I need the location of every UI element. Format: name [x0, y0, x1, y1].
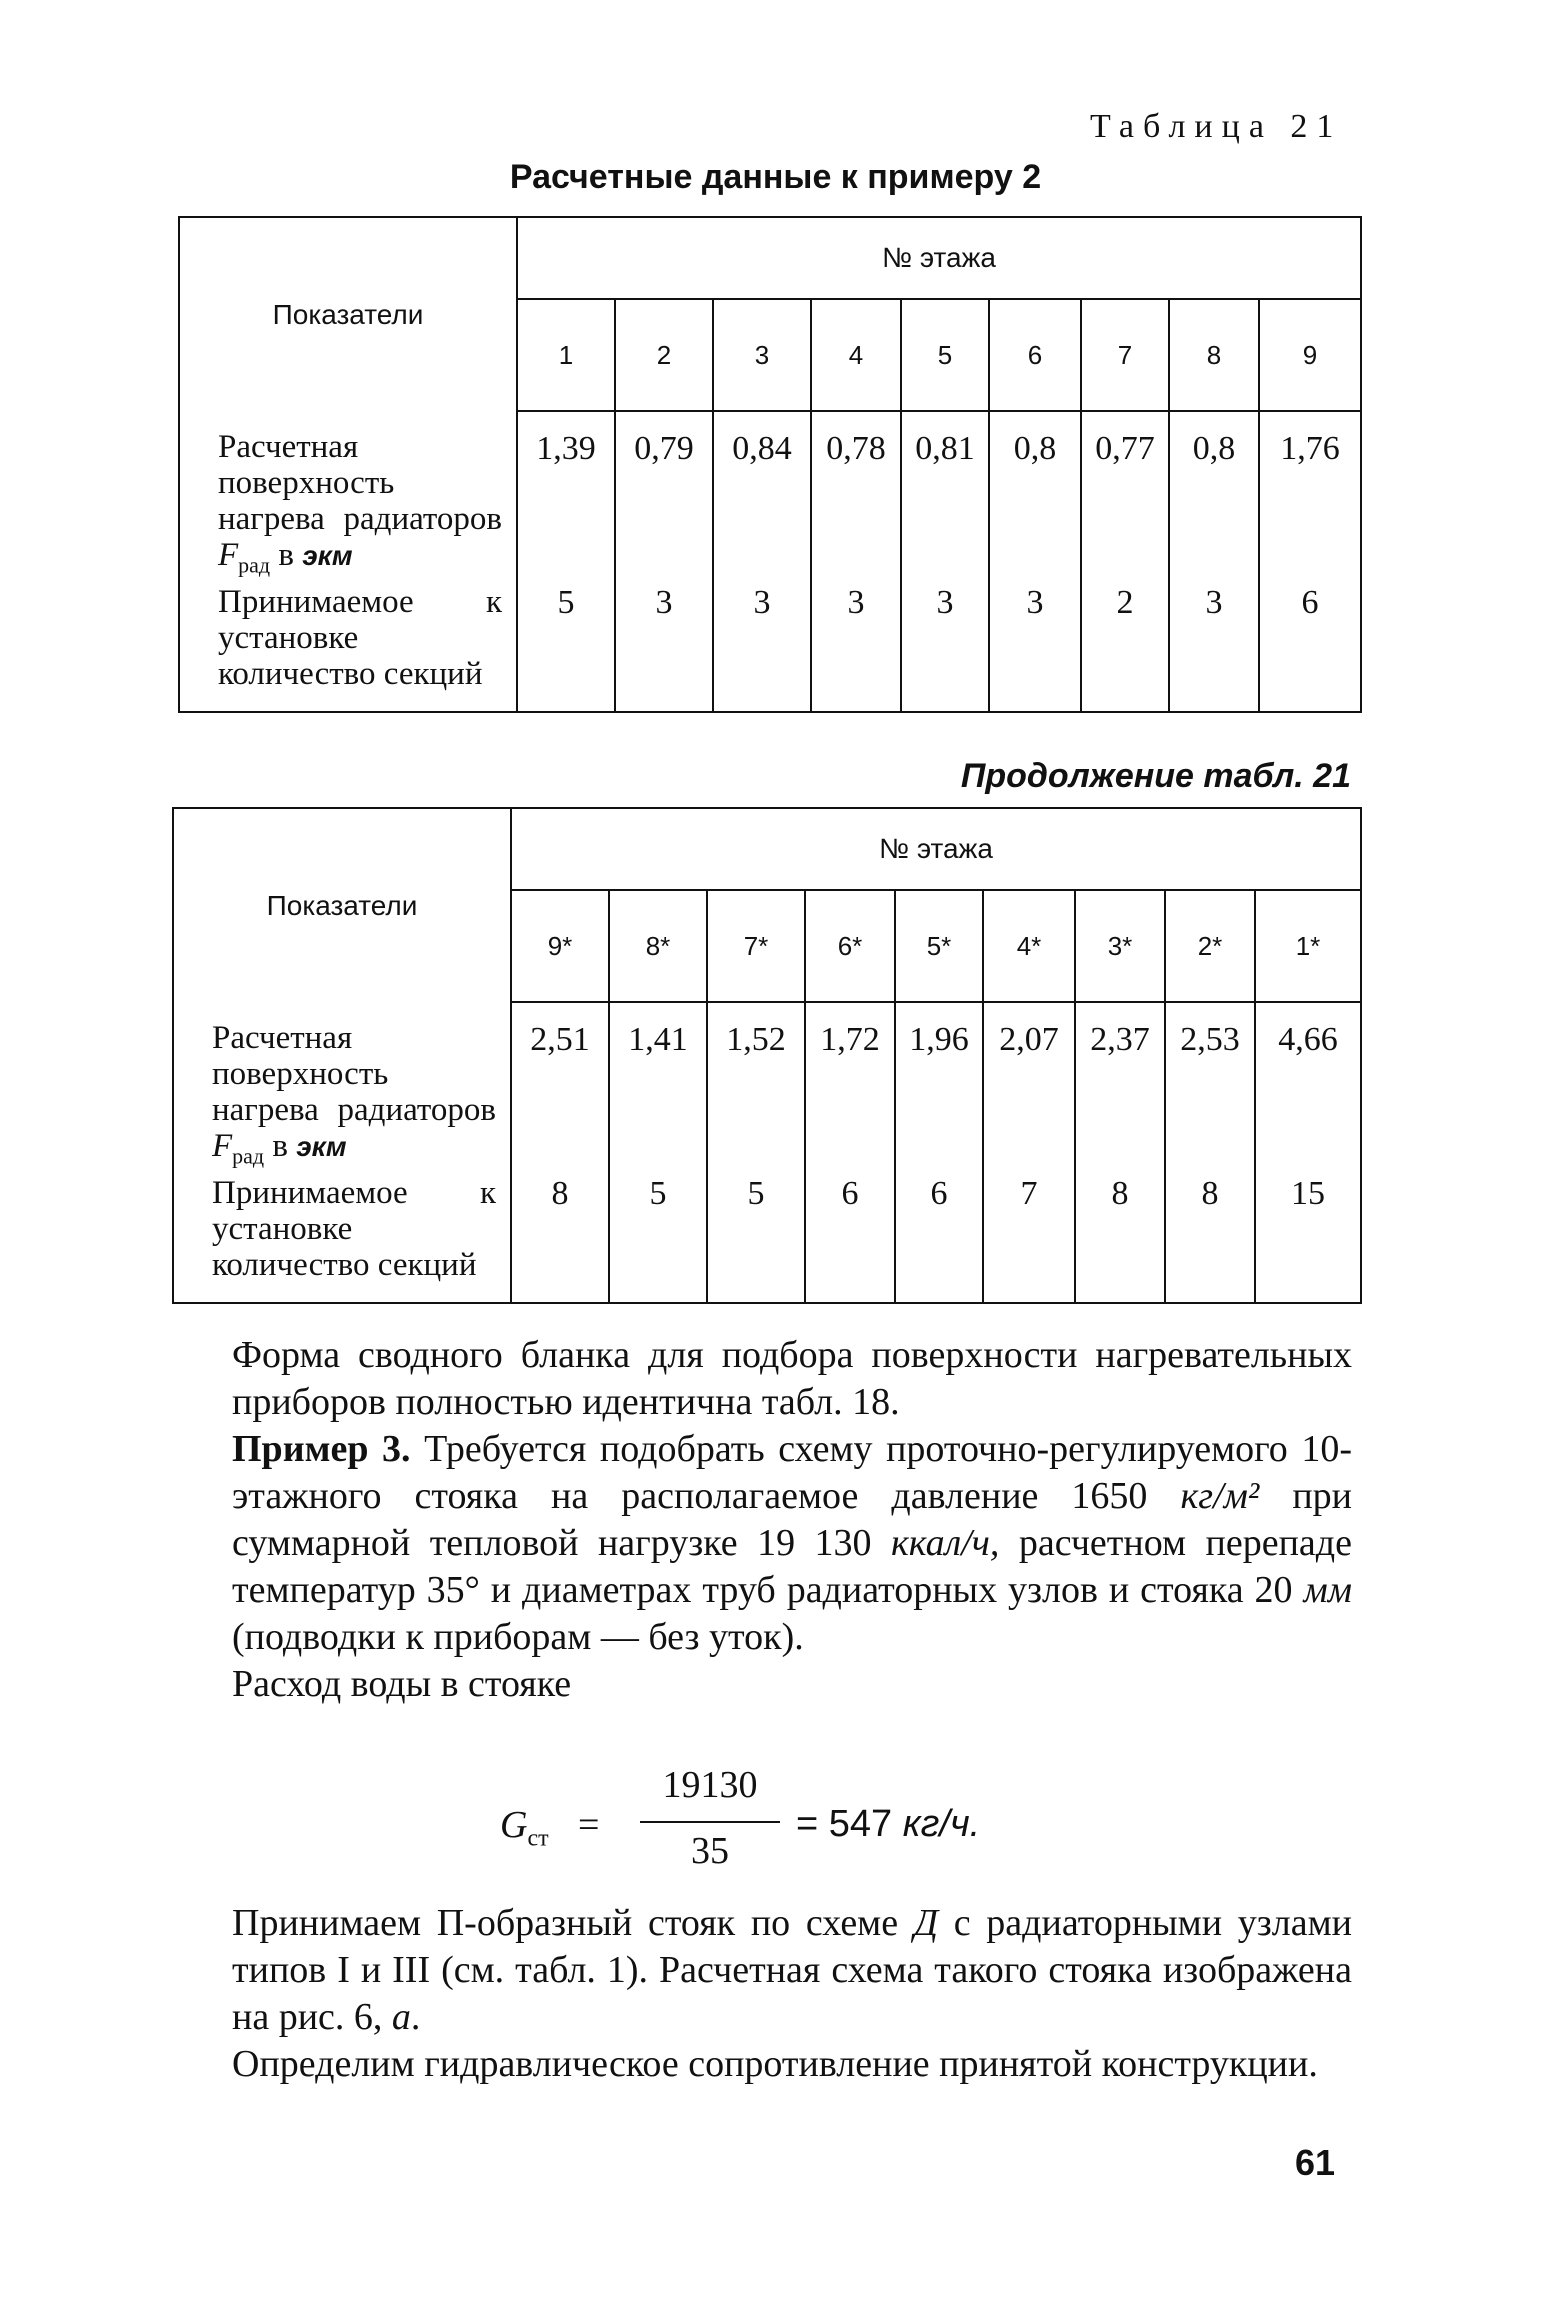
- floor-header: 8: [1169, 299, 1259, 411]
- floor-header: 3: [713, 299, 811, 411]
- paragraph: Принимаем П-образный стояк по схеме Д с радиаторными узлами типов I и III (см. табл. 1). Расчетная схема такого стояка изображена на рис. 6, а.: [232, 1902, 1352, 2038]
- table-cell: 3: [811, 584, 901, 712]
- floor-header: 2*: [1165, 890, 1255, 1002]
- row-label-sections: Принимаемое к установке количество секций: [173, 1175, 511, 1303]
- table-cell: 1,41: [609, 1002, 707, 1175]
- paragraph: Пример 3. Требуется подобрать схему проточно-регулируемого 10-этажного стояка на располагаемое давление 1650 кг/м² при суммарной тепловой нагрузке 19 130 ккал/ч, расчетном перепаде температур 35° и диаметрах труб радиаторных узлов и стояка 20 мм (подводки к приборам — без уток).: [232, 1428, 1353, 1658]
- formula-numerator: 19130: [662, 1764, 758, 1806]
- table-cell: 5: [517, 584, 615, 712]
- floor-header: 5: [901, 299, 989, 411]
- formula-equals: =: [578, 1804, 600, 1846]
- floor-header: 6*: [805, 890, 895, 1002]
- table-cell: 3: [713, 584, 811, 712]
- floor-header: 6: [989, 299, 1081, 411]
- floor-header: 7*: [707, 890, 805, 1002]
- table-cell: 1,39: [517, 411, 615, 584]
- formula-denominator: 35: [691, 1830, 729, 1872]
- floor-header: 1: [517, 299, 615, 411]
- continuation-label: Продолжение табл. 21: [960, 757, 1351, 795]
- body-text-block-1: [232, 1332, 1352, 1708]
- table-cell: 0,79: [615, 411, 713, 584]
- fraction-bar: [640, 1821, 780, 1823]
- row-label-sections: Принимаемое к установке количество секций: [179, 584, 517, 712]
- page-number: 61: [1295, 2142, 1336, 2183]
- paragraph: Форма сводного бланка для подбора поверхности нагревательных приборов полностью идентична табл. 18.: [232, 1334, 1352, 1423]
- table-cell: 1,72: [805, 1002, 895, 1175]
- floor-header: 7: [1081, 299, 1169, 411]
- table-cell: 8: [511, 1175, 609, 1303]
- header-floor-group: № этажа: [511, 808, 1361, 890]
- table-cell: 1,76: [1259, 411, 1361, 584]
- floor-header: 5*: [895, 890, 983, 1002]
- table-cell: 6: [895, 1175, 983, 1303]
- table-cell: 4,66: [1255, 1002, 1361, 1175]
- table-cell: 2,37: [1075, 1002, 1165, 1175]
- table-cell: 0,77: [1081, 411, 1169, 584]
- table-cell: 0,81: [901, 411, 989, 584]
- table-cell: 7: [983, 1175, 1075, 1303]
- table-cell: 8: [1075, 1175, 1165, 1303]
- table-cell: 2,53: [1165, 1002, 1255, 1175]
- floor-header: 3*: [1075, 890, 1165, 1002]
- data-table-floors-1-9: [178, 216, 1362, 713]
- row-label-surface: Расчетная поверхность нагрева радиаторов $F_{рад}$ в экм: [173, 1002, 511, 1175]
- table-row-surface: [173, 1002, 1361, 1175]
- table-cell: 15: [1255, 1175, 1361, 1303]
- table-row-surface: [179, 411, 1361, 584]
- table-cell: 6: [805, 1175, 895, 1303]
- table-cell: 6: [1259, 584, 1361, 712]
- table-title: Расчетные данные к примеру 2: [509, 158, 1042, 196]
- table-cell: 3: [989, 584, 1081, 712]
- floor-header: 4*: [983, 890, 1075, 1002]
- floor-header: 8*: [609, 890, 707, 1002]
- table-cell: 5: [707, 1175, 805, 1303]
- formula-result: = 547 кг/ч.: [796, 1803, 981, 1845]
- table-row-sections: [179, 584, 1361, 712]
- table-cell: 0,78: [811, 411, 901, 584]
- data-table-floors-9-1: [172, 807, 1362, 1304]
- table-cell: 2: [1081, 584, 1169, 712]
- paragraph: Определим гидравлическое сопротивление принятой конструкции.: [232, 2043, 1318, 2085]
- table-cell: 3: [1169, 584, 1259, 712]
- paragraph: Расход воды в стояке: [232, 1663, 572, 1705]
- formula-symbol: $G_{ст}$: [500, 1804, 549, 1852]
- body-text-block-2: [232, 1900, 1352, 2088]
- table-cell: 2,07: [983, 1002, 1075, 1175]
- header-floor-group: № этажа: [517, 217, 1361, 299]
- table-cell: 2,51: [511, 1002, 609, 1175]
- table-cell: 3: [615, 584, 713, 712]
- table-number-label: Таблица 21: [1090, 108, 1343, 145]
- floor-header: 9*: [511, 890, 609, 1002]
- header-indicators: Показатели: [173, 808, 511, 1002]
- table-cell: 8: [1165, 1175, 1255, 1303]
- table-cell: 1,52: [707, 1002, 805, 1175]
- floor-header: 9: [1259, 299, 1361, 411]
- row-label-surface: Расчетная поверхность нагрева радиаторов $F_{рад}$ в экм: [179, 411, 517, 584]
- table-cell: 5: [609, 1175, 707, 1303]
- table-cell: 1,96: [895, 1002, 983, 1175]
- floor-header: 1*: [1255, 890, 1361, 1002]
- flow-formula: [500, 1764, 1100, 1891]
- table-cell: 0,8: [989, 411, 1081, 584]
- table-cell: 0,84: [713, 411, 811, 584]
- floor-header: 4: [811, 299, 901, 411]
- table-cell: 3: [901, 584, 989, 712]
- header-indicators: Показатели: [179, 217, 517, 411]
- floor-header: 2: [615, 299, 713, 411]
- table-cell: 0,8: [1169, 411, 1259, 584]
- table-row-sections: [173, 1175, 1361, 1303]
